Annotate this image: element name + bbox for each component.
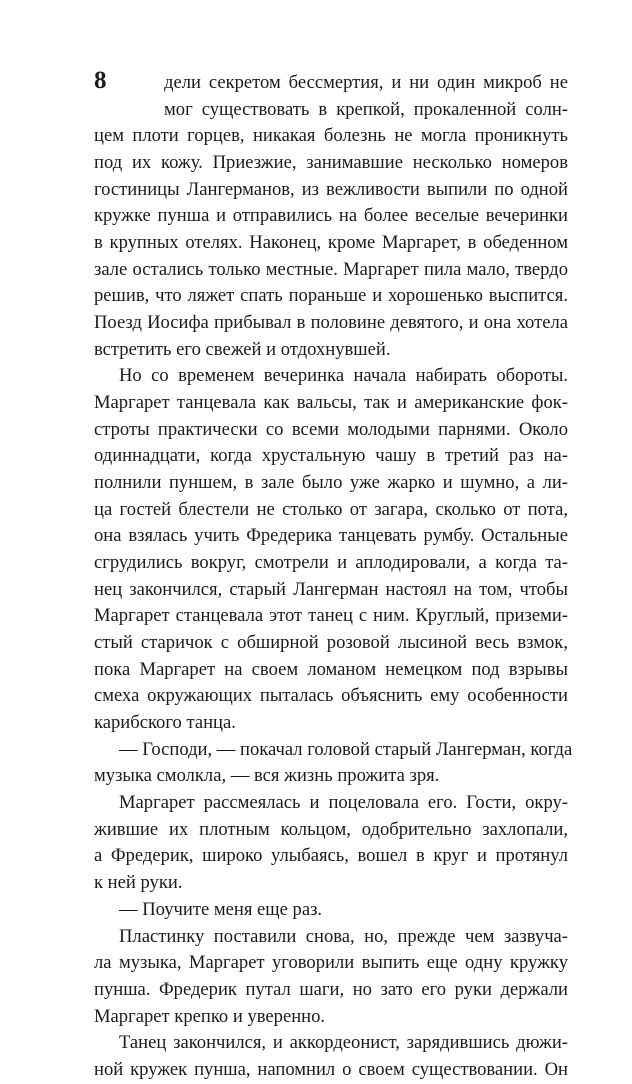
text-line: мог существовать в крепкой, прокаленной солн- (164, 98, 568, 120)
text-line: гостиницы Лангерманов, из вежливости выпили по одной (94, 178, 568, 200)
text-line: Поезд Иосифа прибывал в половине девятого, и она хотела (94, 312, 568, 334)
text-line: жившие их плотным кольцом, одобрительно захлопали, (94, 818, 568, 840)
text-line: зале остались только местные. Маргарет пила мало, твердо (94, 258, 568, 280)
text-line: стый старичок с обширной розовой лысиной весь взмок, (94, 632, 568, 654)
text-line: ца гостей блестели не столько от загара, сколько от пота, (94, 498, 568, 520)
text-line: дели секретом бессмертия, и ни один микроб не (164, 72, 568, 93)
text-line: под их кожу. Приезжие, занимавшие несколько номеров (94, 152, 568, 174)
text-line: а Фредерик, широко улыбаясь, вошел в круг и протянул (94, 845, 568, 867)
text-line: карибского танца. (94, 712, 236, 734)
body-text (94, 70, 573, 1084)
text-line: строты практически со всеми молодыми парнями. Около (94, 418, 568, 440)
text-line: Пластинку поставили снова, но, прежде чем зазвуча- (119, 925, 568, 947)
text-line: Маргарет станцевала этот танец с ним. Круглый, приземи- (94, 605, 568, 627)
text-line: Маргарет крепко и уверенно. (94, 1005, 326, 1027)
text-line: встретить его свежей и отдохнувшей. (94, 338, 391, 360)
text-line: кружке пунша и отправились на более веселые вечеринки (94, 205, 568, 227)
text-line: Маргарет танцевала как вальсы, так и американские фок- (94, 392, 568, 414)
text-line: смеха окружающих пыталась объяснить ему особенности (94, 685, 568, 707)
text-line: музыка смолкла, — вся жизнь прожита зря. (94, 765, 440, 787)
text-line: цем плоти горцев, никакая болезнь не могла проникнуть (94, 125, 568, 147)
text-line: ной кружек пунша, напомнил о своем существовании. Он (94, 1058, 568, 1080)
text-line: Танец закончился, и аккордеонист, зарядившись дюжи- (119, 1032, 568, 1054)
text-line: полнили пуншем, в зале было уже жарко и шумно, а ли- (94, 472, 568, 494)
text-line: ла музыка, Маргарет уговорили выпить еще одну кружку (94, 952, 568, 974)
text-line: нец закончился, старый Лангерман настоял на том, чтобы (94, 578, 568, 600)
text-line: решив, что ляжет спать пораньше и хорошенько выспится. (94, 285, 568, 307)
text-line: сгрудились вокруг, смотрели и аплодировали, а когда та- (94, 552, 568, 574)
text-line: одиннадцати, когда хрустальную чашу в третий раз на- (94, 445, 568, 467)
text-line: — Господи, — покачал головой старый Лангерман, когда (119, 738, 573, 760)
text-line: — Поучите меня еще раз. (119, 898, 323, 920)
text-line: пока Маргарет на своем ломаном немецком под взрывы (94, 658, 568, 680)
page-number: 8 (94, 67, 107, 94)
text-line: она взялась учить Фредерика танцевать румбу. Остальные (94, 525, 568, 547)
text-line: пунша. Фредерик путал шаги, но зато его руки держали (94, 978, 568, 1000)
text-line: Но со временем вечеринка начала набирать обороты. (119, 365, 568, 387)
text-line: к ней руки. (94, 872, 183, 894)
text-line: Маргарет рассмеялась и поцеловала его. Гости, окру- (119, 792, 568, 814)
text-line: в крупных отелях. Наконец, кроме Маргарет, в обеденном (94, 232, 568, 254)
